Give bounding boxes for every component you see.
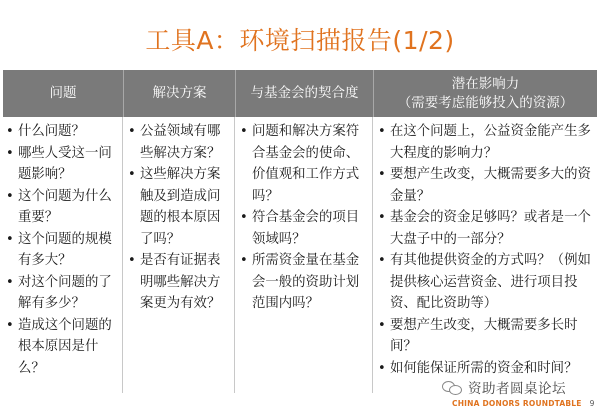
column-solution <box>123 117 235 393</box>
bullet-item: • 所需资金量在基金会一般的资助计划范围内吗？ <box>239 250 370 315</box>
footer-org: CHINA DONORS ROUNDTABLE <box>452 399 582 408</box>
bullet-item: • 什么问题？ <box>5 121 120 143</box>
header-question-label: 问题 <box>49 85 77 101</box>
watermark-text: 资助者圆桌论坛 <box>468 381 566 397</box>
bullet-item: • 这个问题为什么重要？ <box>5 186 120 229</box>
bullet-item: • 要想产生改变，大概需要多大的资金量？ <box>377 164 595 207</box>
bullet-item: • 这个问题的规模有多大？ <box>5 229 120 272</box>
header-fit <box>235 70 373 117</box>
bullet-item: • 对这个问题的了解有多少？ <box>5 272 120 315</box>
slide-title: 工具A：环境扫描报告(1/2) <box>145 26 455 55</box>
bullet-item: • 问题和解决方案符合基金会的使命、价值观和工作方式吗？ <box>239 121 370 207</box>
bullet-item: • 符合基金会的项目领域吗？ <box>239 207 370 250</box>
table-header <box>3 70 597 117</box>
bullet-item: • 哪些人受这一问题影响？ <box>5 143 120 186</box>
bullet-item: • 这些解决方案触及到造成问题的根本原因了吗？ <box>127 164 232 250</box>
bullet-item: • 在这个问题上，公益资金能产生多大程度的影响力？ <box>377 121 595 164</box>
header-impact <box>373 70 597 117</box>
column-question <box>3 117 123 393</box>
footer <box>452 399 595 408</box>
bullet-item: • 要想产生改变，大概需要多长时间？ <box>377 315 595 358</box>
bullet-item: • 造成这个问题的根本原因是什么？ <box>5 315 120 380</box>
bullet-item: • 有其他提供资金的方式吗？（例如提供核心运营资金、进行项目投资、配比资助等） <box>377 250 595 315</box>
column-impact <box>373 117 597 393</box>
bullet-item: • 公益领域有哪些解决方案？ <box>127 121 232 164</box>
bullet-item: • 基金会的资金足够吗？或者是一个大盘子中的一部分？ <box>377 207 595 250</box>
header-solution-label: 解决方案 <box>152 85 207 101</box>
header-fit-label: 与基金会的契合度 <box>250 85 359 101</box>
bullet-item: • 是否有证据表明哪些解决方案更为有效？ <box>127 250 232 315</box>
column-fit <box>235 117 373 393</box>
header-question <box>3 70 123 117</box>
header-solution <box>123 70 235 117</box>
table-body <box>3 117 597 393</box>
watermark <box>442 377 566 397</box>
header-impact-sublabel: （需要考虑能够投入的资源） <box>397 94 574 111</box>
bullet-item: • 如何能保证所需的资金和时间？ <box>377 358 595 380</box>
header-impact-label: 潜在影响力 <box>451 75 520 92</box>
wechat-icon <box>442 379 462 395</box>
page-number: 9 <box>589 399 595 408</box>
